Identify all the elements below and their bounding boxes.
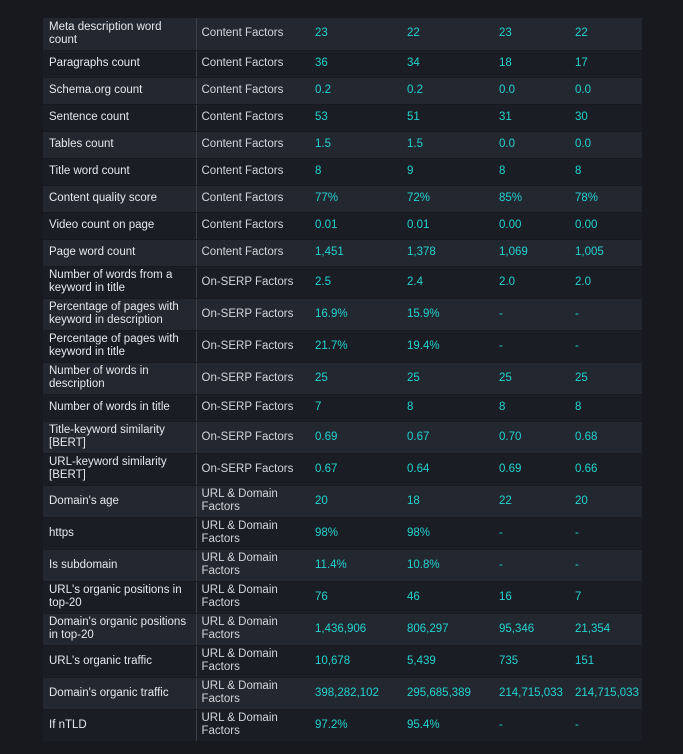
value-cell-1: 10,678 — [309, 645, 401, 677]
metric-name-cell: Schema.org count — [43, 77, 196, 104]
value-cell-4: - — [569, 517, 642, 549]
value-cell-4: 214,715,033 — [569, 677, 642, 709]
factor-category-cell: URL & Domain Factors — [196, 613, 309, 645]
metric-name-cell: URL-keyword similarity [BERT] — [43, 453, 196, 485]
metric-name-cell: Domain's organic traffic — [43, 677, 196, 709]
value-cell-2: 95.4% — [401, 709, 493, 741]
value-cell-3: 23 — [493, 18, 569, 50]
metric-name-cell: Tables count — [43, 131, 196, 158]
factor-category-cell: On-SERP Factors — [196, 421, 309, 453]
metric-name-cell: Paragraphs count — [43, 50, 196, 77]
table-row — [43, 77, 642, 104]
table-row — [43, 239, 642, 266]
value-cell-2: 295,685,389 — [401, 677, 493, 709]
value-cell-3: 85% — [493, 185, 569, 212]
metric-name-cell: Percentage of pages with keyword in description — [43, 298, 196, 330]
value-cell-1: 76 — [309, 581, 401, 613]
factor-category-cell: Content Factors — [196, 50, 309, 77]
value-cell-4: 0.66 — [569, 453, 642, 485]
factor-category-cell: URL & Domain Factors — [196, 485, 309, 517]
metric-name-cell: Title word count — [43, 158, 196, 185]
value-cell-3: 0.69 — [493, 453, 569, 485]
value-cell-2: 1.5 — [401, 131, 493, 158]
value-cell-4: 7 — [569, 581, 642, 613]
table-row — [43, 709, 642, 741]
value-cell-1: 0.69 — [309, 421, 401, 453]
value-cell-4: 30 — [569, 104, 642, 131]
metric-name-cell: If nTLD — [43, 709, 196, 741]
value-cell-4: 25 — [569, 362, 642, 394]
value-cell-1: 11.4% — [309, 549, 401, 581]
metric-name-cell: Domain's age — [43, 485, 196, 517]
value-cell-1: 25 — [309, 362, 401, 394]
metric-name-cell: Number of words in description — [43, 362, 196, 394]
table-row — [43, 613, 642, 645]
metric-name-cell: Sentence count — [43, 104, 196, 131]
value-cell-4: 8 — [569, 394, 642, 421]
value-cell-3: - — [493, 517, 569, 549]
factor-category-cell: On-SERP Factors — [196, 266, 309, 298]
value-cell-2: 0.64 — [401, 453, 493, 485]
table-row — [43, 18, 642, 50]
table-row — [43, 131, 642, 158]
metric-name-cell: Number of words in title — [43, 394, 196, 421]
value-cell-1: 1,451 — [309, 239, 401, 266]
table-row — [43, 362, 642, 394]
factor-category-cell: URL & Domain Factors — [196, 581, 309, 613]
value-cell-3: 0.0 — [493, 131, 569, 158]
value-cell-2: 10.8% — [401, 549, 493, 581]
value-cell-2: 18 — [401, 485, 493, 517]
metric-name-cell: Percentage of pages with keyword in title — [43, 330, 196, 362]
value-cell-2: 22 — [401, 18, 493, 50]
factor-category-cell: URL & Domain Factors — [196, 645, 309, 677]
value-cell-3: 16 — [493, 581, 569, 613]
table-row — [43, 394, 642, 421]
value-cell-3: 214,715,033 — [493, 677, 569, 709]
value-cell-1: 20 — [309, 485, 401, 517]
value-cell-2: 34 — [401, 50, 493, 77]
value-cell-4: 0.00 — [569, 212, 642, 239]
value-cell-4: - — [569, 549, 642, 581]
value-cell-2: 1,378 — [401, 239, 493, 266]
value-cell-2: 98% — [401, 517, 493, 549]
value-cell-1: 0.01 — [309, 212, 401, 239]
value-cell-2: 0.67 — [401, 421, 493, 453]
factor-category-cell: On-SERP Factors — [196, 362, 309, 394]
value-cell-4: - — [569, 330, 642, 362]
factor-category-cell: Content Factors — [196, 212, 309, 239]
value-cell-3: 0.70 — [493, 421, 569, 453]
table-row — [43, 485, 642, 517]
value-cell-1: 1,436,906 — [309, 613, 401, 645]
value-cell-3: 22 — [493, 485, 569, 517]
value-cell-4: 20 — [569, 485, 642, 517]
value-cell-4: 151 — [569, 645, 642, 677]
value-cell-3: 8 — [493, 394, 569, 421]
value-cell-2: 0.2 — [401, 77, 493, 104]
value-cell-2: 8 — [401, 394, 493, 421]
table-row — [43, 298, 642, 330]
value-cell-3: - — [493, 709, 569, 741]
factor-category-cell: Content Factors — [196, 185, 309, 212]
value-cell-4: 1,005 — [569, 239, 642, 266]
ranking-factors-table-container — [43, 18, 642, 742]
table-row — [43, 50, 642, 77]
value-cell-3: 31 — [493, 104, 569, 131]
factor-category-cell: On-SERP Factors — [196, 394, 309, 421]
factor-category-cell: On-SERP Factors — [196, 453, 309, 485]
factor-category-cell: Content Factors — [196, 104, 309, 131]
value-cell-1: 53 — [309, 104, 401, 131]
value-cell-1: 1.5 — [309, 131, 401, 158]
value-cell-4: 2.0 — [569, 266, 642, 298]
value-cell-2: 0.01 — [401, 212, 493, 239]
table-row — [43, 158, 642, 185]
ranking-factors-table — [43, 18, 642, 742]
factor-category-cell: Content Factors — [196, 77, 309, 104]
value-cell-1: 23 — [309, 18, 401, 50]
value-cell-4: 0.68 — [569, 421, 642, 453]
value-cell-4: 8 — [569, 158, 642, 185]
value-cell-1: 7 — [309, 394, 401, 421]
factor-category-cell: On-SERP Factors — [196, 298, 309, 330]
factor-category-cell: Content Factors — [196, 131, 309, 158]
value-cell-1: 97.2% — [309, 709, 401, 741]
table-row — [43, 421, 642, 453]
value-cell-4: - — [569, 298, 642, 330]
value-cell-1: 77% — [309, 185, 401, 212]
factor-category-cell: URL & Domain Factors — [196, 549, 309, 581]
value-cell-3: 0.00 — [493, 212, 569, 239]
value-cell-4: 17 — [569, 50, 642, 77]
value-cell-2: 5,439 — [401, 645, 493, 677]
value-cell-3: 735 — [493, 645, 569, 677]
value-cell-1: 36 — [309, 50, 401, 77]
value-cell-1: 2.5 — [309, 266, 401, 298]
value-cell-3: 95,346 — [493, 613, 569, 645]
factor-category-cell: Content Factors — [196, 158, 309, 185]
table-row — [43, 212, 642, 239]
value-cell-1: 0.67 — [309, 453, 401, 485]
table-row — [43, 677, 642, 709]
value-cell-2: 72% — [401, 185, 493, 212]
value-cell-4: 21,354 — [569, 613, 642, 645]
metric-name-cell: Meta description word count — [43, 18, 196, 50]
value-cell-3: - — [493, 298, 569, 330]
value-cell-1: 0.2 — [309, 77, 401, 104]
value-cell-2: 15.9% — [401, 298, 493, 330]
value-cell-2: 19.4% — [401, 330, 493, 362]
value-cell-3: - — [493, 549, 569, 581]
metric-name-cell: URL's organic positions in top-20 — [43, 581, 196, 613]
metric-name-cell: URL's organic traffic — [43, 645, 196, 677]
value-cell-2: 9 — [401, 158, 493, 185]
table-row — [43, 453, 642, 485]
value-cell-4: - — [569, 709, 642, 741]
metric-name-cell: Title-keyword similarity [BERT] — [43, 421, 196, 453]
metric-name-cell: Number of words from a keyword in title — [43, 266, 196, 298]
value-cell-1: 21.7% — [309, 330, 401, 362]
factor-category-cell: URL & Domain Factors — [196, 677, 309, 709]
value-cell-3: 1,069 — [493, 239, 569, 266]
metric-name-cell: Domain's organic positions in top-20 — [43, 613, 196, 645]
value-cell-3: 8 — [493, 158, 569, 185]
table-body — [43, 18, 642, 741]
factor-category-cell: URL & Domain Factors — [196, 709, 309, 741]
table-row — [43, 517, 642, 549]
value-cell-4: 0.0 — [569, 131, 642, 158]
factor-category-cell: Content Factors — [196, 239, 309, 266]
value-cell-2: 806,297 — [401, 613, 493, 645]
value-cell-1: 98% — [309, 517, 401, 549]
metric-name-cell: Video count on page — [43, 212, 196, 239]
value-cell-4: 78% — [569, 185, 642, 212]
metric-name-cell: Content quality score — [43, 185, 196, 212]
value-cell-4: 0.0 — [569, 77, 642, 104]
metric-name-cell: https — [43, 517, 196, 549]
table-row — [43, 581, 642, 613]
value-cell-3: - — [493, 330, 569, 362]
value-cell-3: 2.0 — [493, 266, 569, 298]
value-cell-3: 18 — [493, 50, 569, 77]
value-cell-1: 8 — [309, 158, 401, 185]
factor-category-cell: On-SERP Factors — [196, 330, 309, 362]
metric-name-cell: Page word count — [43, 239, 196, 266]
table-row — [43, 266, 642, 298]
value-cell-2: 51 — [401, 104, 493, 131]
value-cell-1: 16.9% — [309, 298, 401, 330]
table-row — [43, 549, 642, 581]
value-cell-4: 22 — [569, 18, 642, 50]
value-cell-3: 0.0 — [493, 77, 569, 104]
value-cell-2: 46 — [401, 581, 493, 613]
table-row — [43, 330, 642, 362]
table-row — [43, 645, 642, 677]
table-row — [43, 185, 642, 212]
value-cell-1: 398,282,102 — [309, 677, 401, 709]
factor-category-cell: Content Factors — [196, 18, 309, 50]
value-cell-2: 2.4 — [401, 266, 493, 298]
value-cell-3: 25 — [493, 362, 569, 394]
metric-name-cell: Is subdomain — [43, 549, 196, 581]
table-row — [43, 104, 642, 131]
factor-category-cell: URL & Domain Factors — [196, 517, 309, 549]
value-cell-2: 25 — [401, 362, 493, 394]
